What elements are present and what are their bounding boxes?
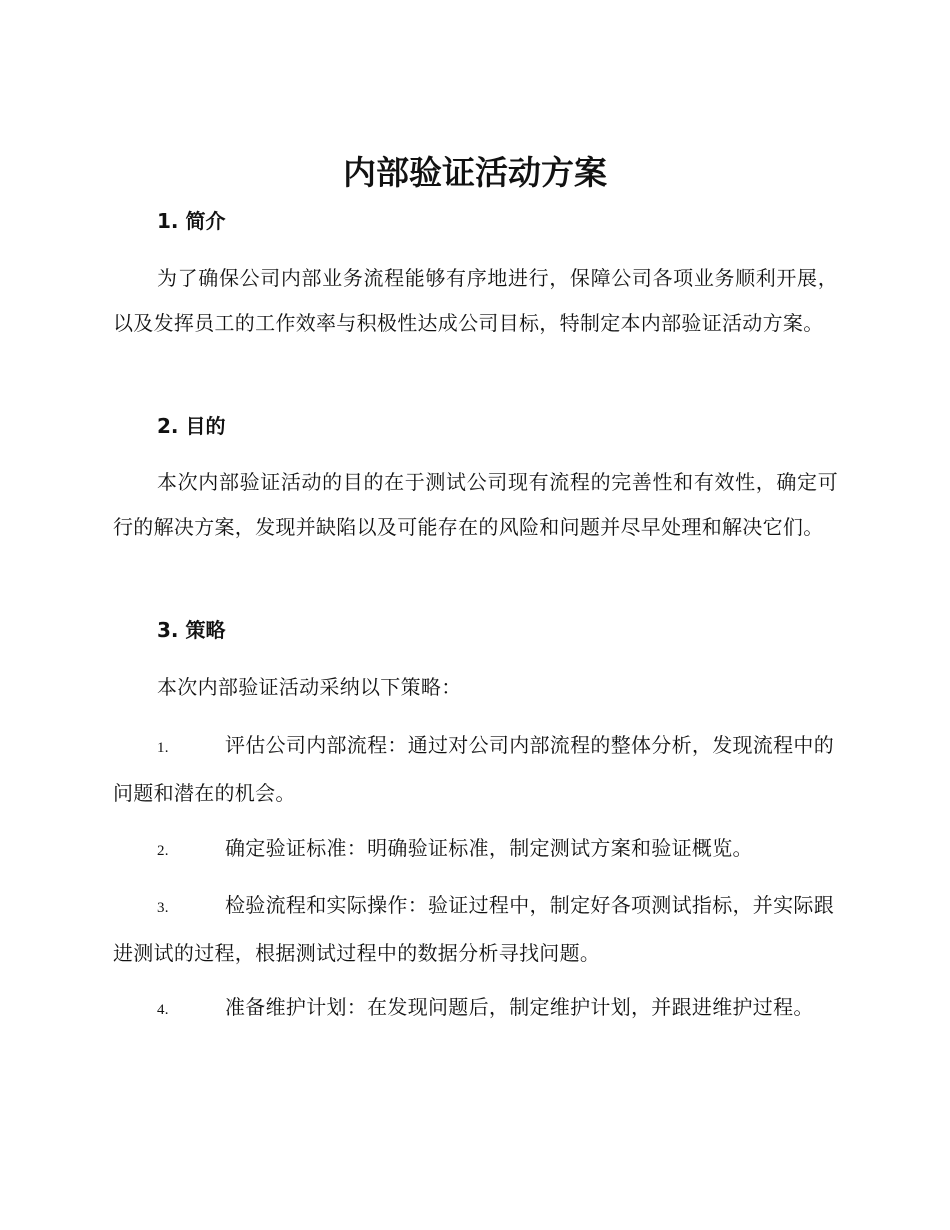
list-item-number: 1. (157, 740, 169, 756)
list-item-number: 2. (157, 843, 169, 859)
section-paragraph-purpose: 本次内部验证活动的目的在于测试公司现有流程的完善性和有效性，确定可行的解决方案，发现并缺陷以及可能存在的风险和问题并尽早处理和解决它们。 (113, 470, 838, 539)
section-heading-strategy: 3. 策略 (157, 618, 226, 642)
section-heading-purpose: 2. 目的 (157, 414, 226, 438)
list-item (113, 883, 838, 976)
list-item (113, 723, 838, 816)
document-title: 内部验证活动方案 (343, 153, 607, 192)
list-item-number: 4. (157, 1002, 169, 1018)
list-item (113, 826, 838, 874)
section-paragraph-strategy: 本次内部验证活动采纳以下策略： (157, 675, 462, 699)
list-item-text: 检验流程和实际操作：验证过程中，制定好各项测试指标，并实际跟进测试的过程，根据测试过程中的数据分析寻找问题。 (113, 893, 834, 965)
section-paragraph-introduction: 为了确保公司内部业务流程能够有序地进行，保障公司各项业务顺利开展，以及发挥员工的工作效率与积极性达成公司目标，特制定本内部验证活动方案。 (113, 266, 838, 335)
list-item-text: 确定验证标准：明确验证标准，制定测试方案和验证概览。 (225, 836, 753, 860)
list-item-number: 3. (157, 900, 169, 916)
list-item-text: 评估公司内部流程：通过对公司内部流程的整体分析，发现流程中的问题和潜在的机会。 (113, 733, 834, 805)
section-heading-introduction: 1. 简介 (157, 209, 226, 233)
list-item-text: 准备维护计划：在发现问题后，制定维护计划，并跟进维护过程。 (225, 995, 814, 1019)
list-item (113, 985, 838, 1033)
